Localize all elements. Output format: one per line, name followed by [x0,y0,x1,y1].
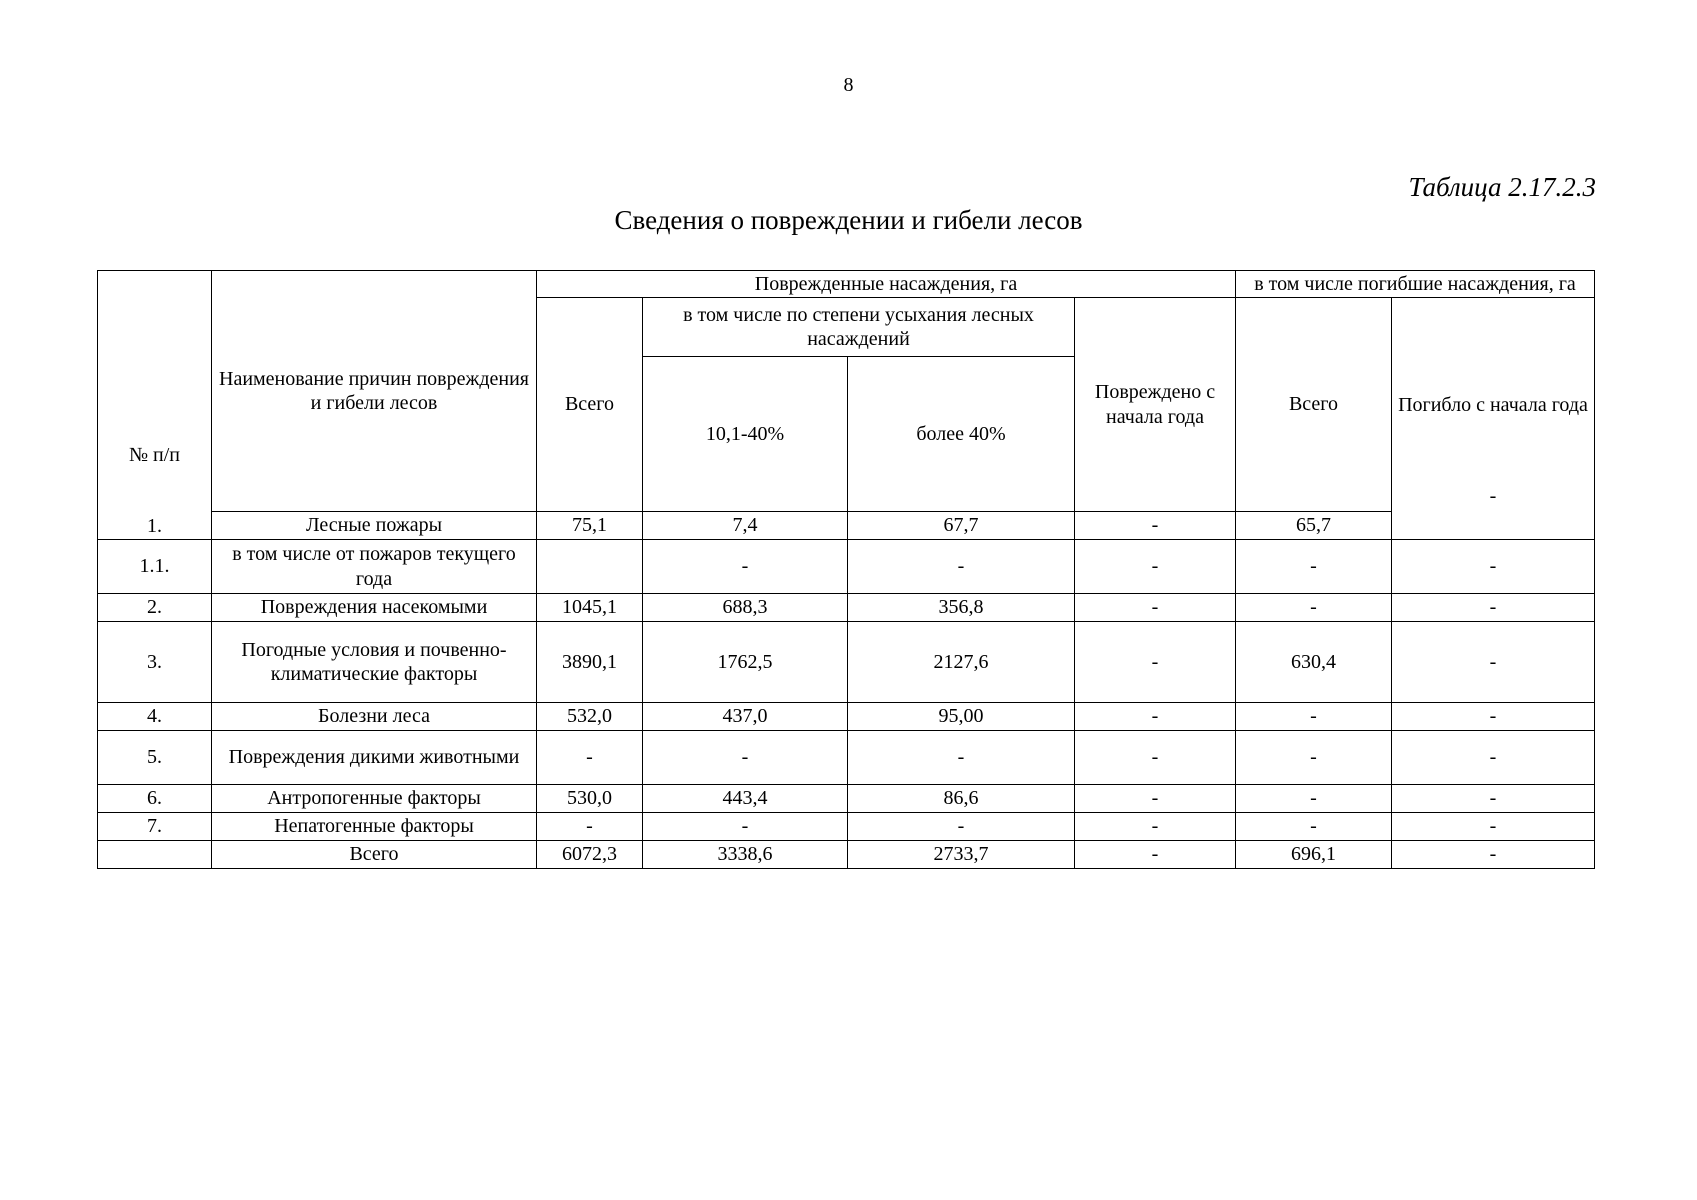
page-number: 8 [843,74,854,96]
row-cause: в том числе от пожаров текущего года [212,540,537,594]
row-cause: Болезни леса [212,703,537,731]
row-total: - [537,731,643,785]
row-over-40: 67,7 [848,512,1075,540]
table-row [98,540,1595,594]
header-num [98,271,212,540]
row-dead-since-year: - [1392,703,1595,731]
header-num-label: № п/п [128,444,181,467]
row-10-40: 437,0 [643,703,848,731]
row-over-40: - [848,731,1075,785]
row-dead-total: - [1236,813,1392,841]
row-total [537,540,643,594]
header-dead-group: в том числе погибшие насаждения, га [1236,271,1595,298]
row-cause: Лесные пожары [212,512,537,540]
row-num: 6. [98,785,212,813]
header-dead-total: Всего [1236,298,1392,512]
header-over-40: более 40% [848,357,1075,512]
row-cause: Повреждения дикими животными [212,731,537,785]
header-drying-group: в том числе по степени усыхания лесных насаждений [643,298,1075,357]
row-10-40: 443,4 [643,785,848,813]
total-over-40: 2733,7 [848,841,1075,869]
row-dead-since-year: - [1392,594,1595,622]
table-row [98,703,1595,731]
row-num: 7. [98,813,212,841]
row-cause: Повреждения насекомыми [212,594,537,622]
row-num: 1.1. [98,540,212,594]
row-dead-since-year: - [1392,813,1595,841]
row-over-40: - [848,540,1075,594]
row-since-year: - [1075,540,1236,594]
row-total: 530,0 [537,785,643,813]
row-total: - [537,813,643,841]
table-row [98,622,1595,703]
total-dead-total: 696,1 [1236,841,1392,869]
row-dead-total: 65,7 [1236,512,1392,540]
total-total: 6072,3 [537,841,643,869]
row-num: 4. [98,703,212,731]
row-since-year: - [1075,594,1236,622]
row-10-40: 7,4 [643,512,848,540]
row-over-40: 86,6 [848,785,1075,813]
row-10-40: - [643,540,848,594]
row-total: 1045,1 [537,594,643,622]
header-dead-since-year-label: Погибло с начала года [1398,394,1588,417]
total-row [98,841,1595,869]
row-since-year: - [1075,813,1236,841]
row-over-40: 95,00 [848,703,1075,731]
row-cause: Погодные условия и почвенно-климатические факторы [212,622,537,703]
total-10-40: 3338,6 [643,841,848,869]
row-total: 532,0 [537,703,643,731]
row-dead-total: - [1236,785,1392,813]
table-row [98,731,1595,785]
total-cause: Всего [212,841,537,869]
row-num: 1. [147,514,162,537]
row-since-year: - [1075,622,1236,703]
table-row [98,785,1595,813]
row-total: 3890,1 [537,622,643,703]
row-dead-total: - [1236,594,1392,622]
row-dead-total: - [1236,703,1392,731]
header-total: Всего [537,298,643,512]
damage-table [97,270,1595,869]
row-dead-since-year: - [1392,785,1595,813]
row-num: 3. [98,622,212,703]
table-label: Таблица 2.17.2.3 [1408,172,1596,202]
row-dead-total: - [1236,731,1392,785]
row-dead-total: 630,4 [1236,622,1392,703]
row-dead-since-year: - [1489,484,1497,507]
row-since-year: - [1075,512,1236,540]
row-since-year: - [1075,731,1236,785]
header-cause: Наименование причин повреждения и гибели лесов [212,271,537,512]
row-num: 2. [98,594,212,622]
table-row [98,813,1595,841]
row-cause: Антропогенные факторы [212,785,537,813]
row-over-40: 356,8 [848,594,1075,622]
row-10-40: - [643,731,848,785]
table-row [98,594,1595,622]
header-damaged-since-year: Повреждено с начала года [1075,298,1236,512]
header-dead-since-year [1392,298,1595,540]
table-title: Сведения о повреждении и гибели лесов [614,205,1083,235]
header-damaged-group: Поврежденные насаждения, га [537,271,1236,298]
table-row [98,512,1595,540]
row-cause: Непатогенные факторы [212,813,537,841]
total-num [98,841,212,869]
row-dead-since-year: - [1392,622,1595,703]
total-since-year: - [1075,841,1236,869]
row-10-40: 688,3 [643,594,848,622]
row-total: 75,1 [537,512,643,540]
row-since-year: - [1075,703,1236,731]
header-range-10-40: 10,1-40% [643,357,848,512]
total-dead-since-year: - [1392,841,1595,869]
row-10-40: - [643,813,848,841]
row-dead-since-year: - [1392,540,1595,594]
row-dead-total: - [1236,540,1392,594]
row-since-year: - [1075,785,1236,813]
row-10-40: 1762,5 [643,622,848,703]
row-num: 5. [98,731,212,785]
row-over-40: - [848,813,1075,841]
row-over-40: 2127,6 [848,622,1075,703]
row-dead-since-year: - [1392,731,1595,785]
